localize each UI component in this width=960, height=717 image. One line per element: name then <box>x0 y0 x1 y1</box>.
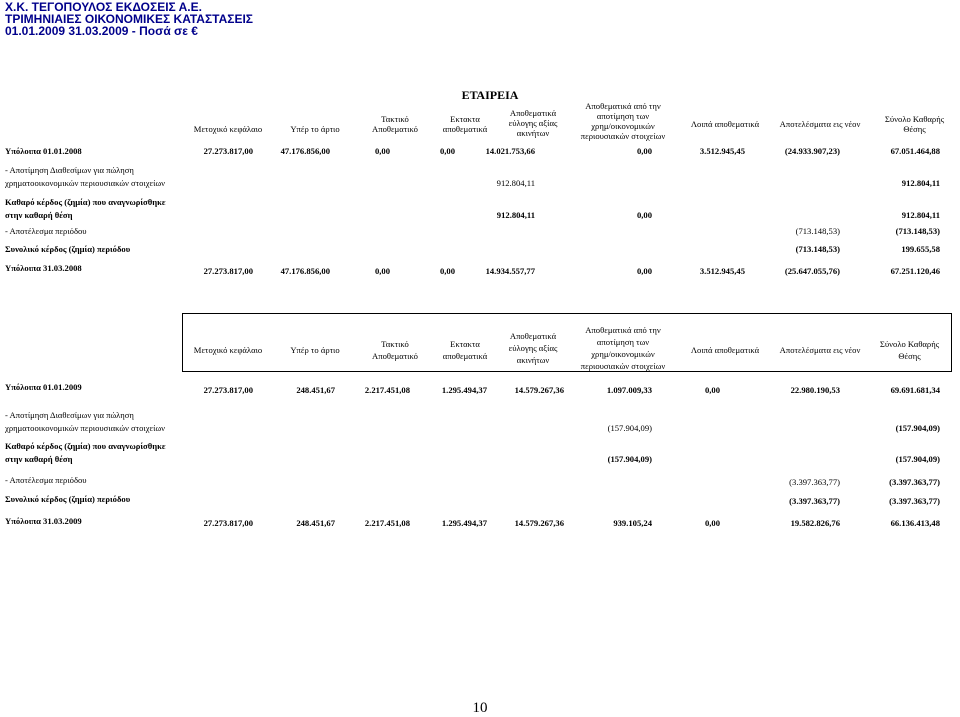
col-fair-value-reserves: Αποθεματικά εύλογης αξίας ακινήτων <box>508 108 558 138</box>
cell-value: 0,00 <box>374 266 390 276</box>
col-afs-reserves: Αποθεματικά από την αποτίμηση των χρημ/οικονομικών περιουσιακών στοιχείων <box>580 101 666 141</box>
cell-value: 27.273.817,00 <box>203 266 253 276</box>
cell-value: 0,00 <box>374 146 390 156</box>
group-title: ΕΤΑΙΡΕΙΑ <box>461 88 519 102</box>
report-period: 01.01.2009 31.03.2009 - Ποσά σε € <box>5 24 198 38</box>
cell-value: 69.691.681,34 <box>890 385 940 395</box>
cell-value: 2.217.451,08 <box>364 518 410 528</box>
cell-value: (3.397.363,77) <box>889 477 940 487</box>
col-share-capital: Μετοχικό κεφάλαιο <box>193 345 263 355</box>
col-share-capital: Μετοχικό κεφάλαιο <box>193 124 263 134</box>
cell-value: 66.136.413,48 <box>890 518 940 528</box>
cell-value: 939.105,24 <box>613 518 652 528</box>
cell-value: (3.397.363,77) <box>789 496 840 506</box>
col-retained-earnings: Αποτελέσματα εις νέον <box>779 345 861 355</box>
row-closing-label: Υπόλοιπα 31.03.2009 <box>5 516 82 526</box>
cell-value: 67.251.120,46 <box>890 266 940 276</box>
cell-value: 912.804,11 <box>496 178 535 188</box>
cell-value: 27.273.817,00 <box>203 146 253 156</box>
row-afs-label: - Αποτίμηση Διαθεσίμων για πώληση χρηματοοικονομικών περιουσιακών στοιχείων <box>5 410 166 433</box>
cell-value: (157.904,09) <box>607 423 652 433</box>
row-equity-label: Καθαρό κέρδος (ζημία) που αναγνωρίσθηκε στην καθαρή θέση <box>5 197 166 220</box>
company-name: Χ.Κ. ΤΕΓΟΠΟΥΛΟΣ ΕΚΔΟΣΕΙΣ Α.Ε. <box>5 0 202 14</box>
col-other-reserves: Λοιπά αποθεματικά <box>690 345 760 355</box>
cell-value: 14.934.557,77 <box>485 266 535 276</box>
cell-value: (713.148,53) <box>795 244 840 254</box>
cell-value: 22.980.190,53 <box>790 385 840 395</box>
cell-value: 3.512.945,45 <box>699 266 745 276</box>
row-opening-label: Υπόλοιπα 01.01.2008 <box>5 146 82 156</box>
report-title: ΤΡΙΜΗΝΙΑΙΕΣ ΟΙΚΟΝΟΜΙΚΕΣ ΚΑΤΑΣΤΑΣΕΙΣ <box>5 12 254 26</box>
cell-value: 47.176.856,00 <box>280 146 330 156</box>
cell-value: 2.217.451,08 <box>364 385 410 395</box>
cell-value: 67.051.464,88 <box>890 146 940 156</box>
cell-value: 248.451,67 <box>296 385 335 395</box>
col-afs-reserves: Αποθεματικά από την αποτίμηση των χρημ/οικονομικών περιουσιακών στοιχείων <box>580 325 666 371</box>
col-legal-reserve: Τακτικό Αποθεματικό <box>372 114 418 134</box>
cell-value: 0,00 <box>439 266 455 276</box>
row-equity-label: Καθαρό κέρδος (ζημία) που αναγνωρίσθηκε στην καθαρή θέση <box>5 441 166 464</box>
cell-value: 47.176.856,00 <box>280 266 330 276</box>
row-total-result-label: Συνολικό κέρδος (ζημία) περιόδου <box>5 494 131 504</box>
cell-value: 912.804,11 <box>901 210 940 220</box>
cell-value: (3.397.363,77) <box>889 496 940 506</box>
col-fair-value-reserves: Αποθεματικά εύλογης αξίας ακινήτων <box>508 331 558 365</box>
cell-value: 1.097.009,33 <box>606 385 652 395</box>
cell-value: 199.655,58 <box>901 244 940 254</box>
cell-value: 27.273.817,00 <box>203 385 253 395</box>
col-extraordinary-reserves: Εκτακτα αποθεματικά <box>442 339 488 361</box>
cell-value: (157.904,09) <box>607 454 652 464</box>
cell-value: 248.451,67 <box>296 518 335 528</box>
row-opening-label: Υπόλοιπα 01.01.2009 <box>5 382 82 392</box>
cell-value: (3.397.363,77) <box>789 477 840 487</box>
cell-value: (25.647.055,76) <box>784 266 840 276</box>
cell-value: 0,00 <box>636 210 652 220</box>
row-total-result-label: Συνολικό κέρδος (ζημία) περιόδου <box>5 244 131 254</box>
cell-value: 27.273.817,00 <box>203 518 253 528</box>
cell-value: 19.582.826,76 <box>790 518 840 528</box>
cell-value: (157.904,09) <box>895 454 940 464</box>
cell-value: 1.295.494,37 <box>441 385 487 395</box>
cell-value: (713.148,53) <box>795 226 840 236</box>
cell-value: 0,00 <box>704 385 720 395</box>
col-total-equity: Σύνολο Καθαρής Θέσης <box>884 114 945 134</box>
row-period-result-label: - Αποτέλεσμα περιόδου <box>5 226 87 236</box>
col-retained-earnings: Αποτελέσματα εις νέον <box>779 119 861 129</box>
col-share-premium: Υπέρ το άρτιο <box>290 124 340 134</box>
page-number: 10 <box>472 700 488 716</box>
cell-value: (157.904,09) <box>895 423 940 433</box>
row-afs-label: - Αποτίμηση Διαθεσίμων για πώληση χρηματοοικονομικών περιουσιακών στοιχείων <box>5 165 166 188</box>
cell-value: 14.579.267,36 <box>514 518 564 528</box>
cell-value: 3.512.945,45 <box>699 146 745 156</box>
col-other-reserves: Λοιπά αποθεματικά <box>690 119 760 129</box>
cell-value: 0,00 <box>704 518 720 528</box>
row-closing-label: Υπόλοιπα 31.03.2008 <box>5 263 82 273</box>
col-total-equity: Σύνολο Καθαρής Θέσης <box>879 339 940 361</box>
cell-value: 0,00 <box>439 146 455 156</box>
cell-value: 912.804,11 <box>496 210 535 220</box>
col-extraordinary-reserves: Εκτακτα αποθεματικά <box>442 114 488 134</box>
cell-value: 14.579.267,36 <box>514 385 564 395</box>
cell-value: 0,00 <box>636 266 652 276</box>
cell-value: (713.148,53) <box>895 226 940 236</box>
row-period-result-label: - Αποτέλεσμα περιόδου <box>5 475 87 485</box>
cell-value: (24.933.907,23) <box>784 146 840 156</box>
cell-value: 1.295.494,37 <box>441 518 487 528</box>
cell-value: 14.021.753,66 <box>485 146 535 156</box>
col-legal-reserve: Τακτικό Αποθεματικό <box>372 339 418 361</box>
col-share-premium: Υπέρ το άρτιο <box>290 345 340 355</box>
cell-value: 0,00 <box>636 146 652 156</box>
cell-value: 912.804,11 <box>901 178 940 188</box>
